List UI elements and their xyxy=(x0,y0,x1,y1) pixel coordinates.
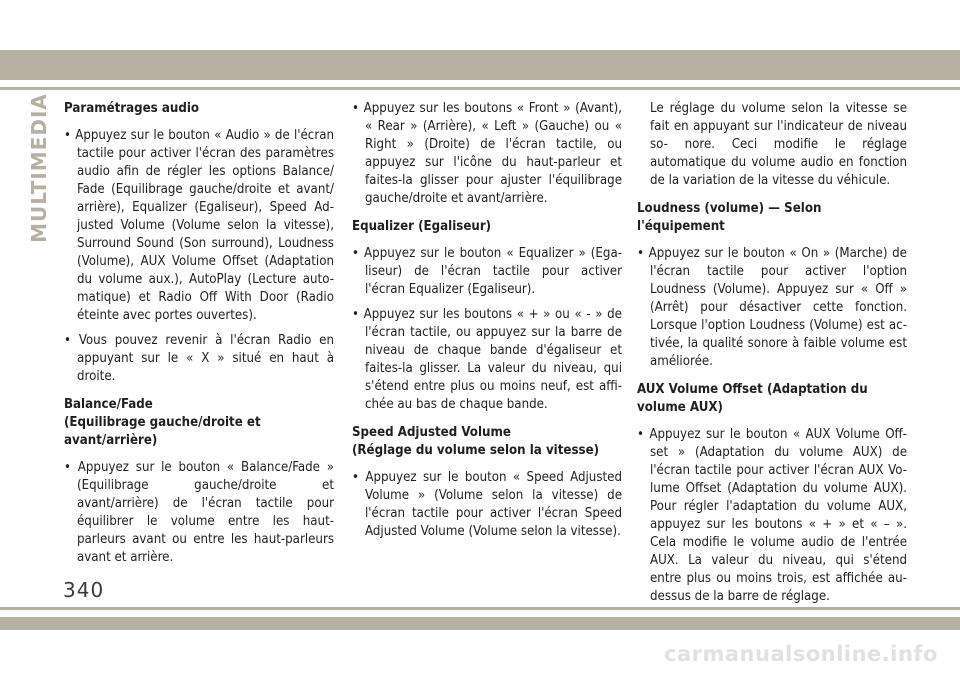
heading-speed-adjusted-sub: (Réglage du volume selon la vitesse) xyxy=(352,443,600,458)
top-margin xyxy=(0,0,960,50)
bullet-front-rear-buttons: • Appuyez sur les boutons « Front » (Avant), « Rear » (Arrière), « Left » (Gauche) ou « Right » (Droite) de l'écran tactile, ou appuyez sur l'icône du haut-parleur et faites-la glisser pour ajuster l'équilibrage gauche/droite et avant/arrière. xyxy=(352,100,622,208)
column-3 xyxy=(637,100,907,613)
heading-speed-adjusted: Speed Adjusted Volume xyxy=(352,425,511,440)
bullet-audio-button: • Appuyez sur le bouton « Audio » de l'écran tactile pour activer l'écran des paramètres audio afin de régler les options Balance/ Fade (Equilibrage gauche/droite et avant/ arrière), Equalizer (Egaliseur), Speed Ad- justed Volume (Volume selon la vitesse), Surround Sound (Son surround), Loudness (Volume), AUX Volume Offset (Adaptation du volume aux.), AutoPlay (Lecture auto- matique) et Radio Off With Door (Radio éteinte avec portes ouvertes). xyxy=(64,127,334,325)
bullet-loudness-button: • Appuyez sur le bouton « On » (Marche) de l'écran tactile pour activer l'option Loudness (Volume). Appuyez sur « Off » (Arrêt) pour désactiver cette fonction. Lorsque l'option Loudness (Volume) est ac- tivée, la qualité sonore à faible volume est améliorée. xyxy=(637,245,907,371)
bullet-return-radio: • Vous pouvez revenir à l'écran Radio en appuyant sur le « X » situé en haut à droite. xyxy=(64,332,334,386)
heading-loudness: Loudness (volume) — Selon l'équipement xyxy=(637,201,822,234)
footer-rule xyxy=(0,607,960,610)
footer-bar xyxy=(0,617,960,630)
bullet-equalizer-button: • Appuyez sur le bouton « Equalizer » (Ega- liseur) de l'écran tactile pour activer l'écran Equalizer (Egaliseur). xyxy=(352,245,622,299)
heading-audio-settings: Paramétrages audio xyxy=(64,101,200,116)
header-bar xyxy=(0,50,960,80)
heading-equalizer: Equalizer (Egaliseur) xyxy=(352,219,492,234)
column-2 xyxy=(352,100,622,548)
watermark: carmanualsonline.info xyxy=(664,642,938,666)
heading-balance-fade: Balance/Fade xyxy=(64,397,153,412)
column-1 xyxy=(64,100,334,574)
section-tab-label: MULTIMEDIA xyxy=(27,93,51,243)
bullet-balance-button: • Appuyez sur le bouton « Balance/Fade » (Equilibrage gauche/droite et avant/arrière) de l'écran tactile pour équilibrer le volume entre les haut-parleurs avant ou entre les haut-parleurs avant et arrière. xyxy=(64,459,334,567)
bullet-aux-button: • Appuyez sur le bouton « AUX Volume Off- set » (Adaptation du volume AUX) de l'écran tactile pour activer l'écran AUX Vo- lume Offset (Adaptation du volume AUX). Pour régler l'adaptation du volume AUX, appuyez sur les boutons « + » et « – ». Cela modifie le volume audio de l'entrée AUX. La valeur du niveau, qui s'étend entre plus ou moins trois, est affichée au-dessus de la barre de réglage. xyxy=(637,426,907,606)
header-rule xyxy=(0,87,960,90)
bullet-plus-minus: • Appuyez sur les boutons « + » ou « - » de l'écran tactile, ou appuyez sur la barre de niveau de chaque bande d'égaliseur et faites-la glisser. La valeur du niveau, qui s'étend entre plus ou moins neuf, est affi- chée au bas de chaque bande. xyxy=(352,306,622,414)
paragraph-speed-volume: Le réglage du volume selon la vitesse se fait en appuyant sur l'indicateur de niveau so- nore. Ceci modifie le réglage automatique du volume audio en fonction de la variation de la vitesse du véhicule. xyxy=(650,101,907,188)
heading-aux-offset: AUX Volume Offset (Adaptation du volume AUX) xyxy=(637,382,868,415)
section-tab xyxy=(27,93,51,243)
heading-balance-fade-sub: (Equilibrage gauche/droite et avant/arrière) xyxy=(64,415,261,448)
bullet-speed-button: • Appuyez sur le bouton « Speed Adjusted Volume » (Volume selon la vitesse) de l'écran tactile pour activer l'écran Speed Adjusted Volume (Volume selon la vitesse). xyxy=(352,469,622,541)
page-number: 340 xyxy=(63,578,105,602)
